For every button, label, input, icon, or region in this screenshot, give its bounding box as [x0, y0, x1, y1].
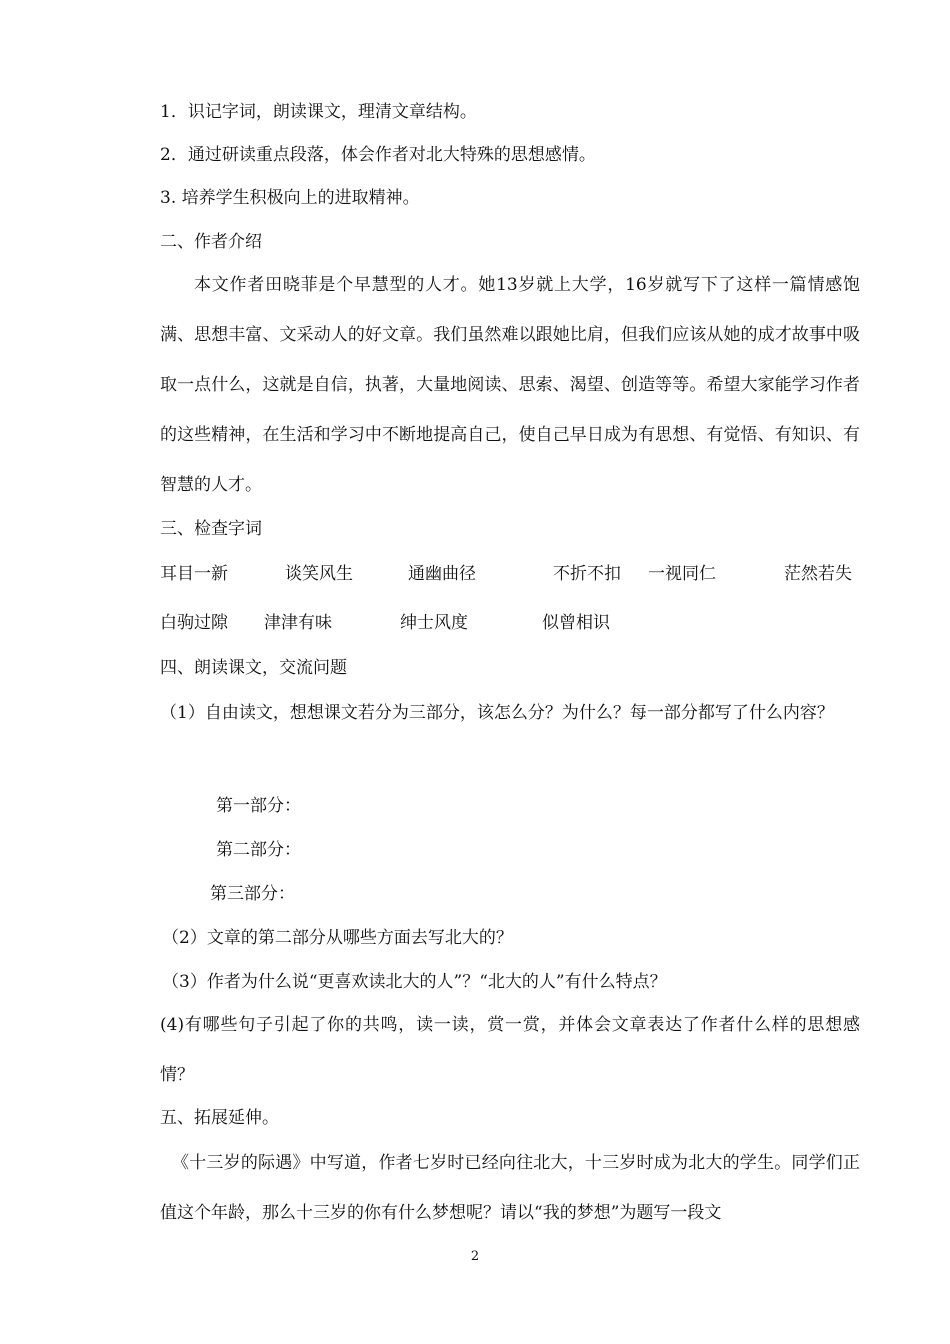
- vocab-word: 似曾相识: [542, 613, 610, 633]
- vocab-word: 绅士风度: [400, 613, 468, 633]
- question-3: （3）作者为什么说“更喜欢读北大的人”？“北大的人”有什么特点？: [162, 972, 667, 992]
- part-1-label: 第一部分：: [216, 796, 301, 816]
- vocab-word: 谈笑风生: [285, 564, 353, 584]
- vocab-word: 津津有味: [264, 613, 332, 633]
- question-4: (4)有哪些句子引起了你的共鸣，读一读，赏一赏，并体会文章表达了作者什么样的思想感情？: [160, 1015, 860, 1085]
- section-heading-reading: 四、朗读课文，交流问题: [160, 658, 347, 678]
- extension-paragraph: 《十三岁的际遇》中写道，作者七岁时已经向往北大，十三岁时成为北大的学生。同学们正值这个年龄，那么十三岁的你有什么梦想呢？请以“我的梦想”为题写一段文: [160, 1153, 860, 1223]
- vocab-row-1: [160, 562, 860, 586]
- page-number: 2: [470, 1249, 480, 1264]
- author-intro-paragraph: 本文作者田晓菲是个早慧型的人才。她13岁就上大学，16岁就写下了这样一篇情感饱满、思想丰富、文采动人的好文章。我们虽然难以跟她比肩，但我们应该从她的成才故事中吸取一点什么，这就是自信，执著，大量地阅读、思索、渴望、创造等等。希望大家能学习作者的这些精神，在生活和学习中不断地提高自己，使自己早日成为有思想、有觉悟、有知识、有智慧的人才。: [160, 275, 860, 495]
- objective-1: 1．识记字词，朗读课文，理清文章结构。: [160, 102, 477, 122]
- part-2-label: 第二部分：: [216, 840, 301, 860]
- vocab-row-2: [160, 611, 860, 635]
- vocab-word: 茫然若失: [784, 564, 852, 584]
- vocab-word: 通幽曲径: [408, 564, 476, 584]
- section-heading-author: 二、作者介绍: [160, 232, 262, 252]
- question-1: （1）自由读文，想想课文若分为三部分，该怎么分？为什么？每一部分都写了什么内容？: [160, 703, 834, 723]
- part-3-label: 第三部分：: [210, 884, 295, 904]
- section-heading-vocab: 三、检查字词: [160, 519, 262, 539]
- objective-2: 2．通过研读重点段落，体会作者对北大特殊的思想感情。: [160, 145, 596, 165]
- vocab-word: 不折不扣: [553, 564, 621, 584]
- vocab-word: 耳目一新: [160, 564, 228, 584]
- question-2: （2）文章的第二部分从哪些方面去写北大的？: [162, 928, 513, 948]
- vocab-word: 白驹过隙: [160, 613, 228, 633]
- section-heading-extension: 五、拓展延伸。: [160, 1108, 279, 1128]
- vocab-word: 一视同仁: [648, 564, 716, 584]
- objective-3: 3. 培养学生积极向上的进取精神。: [160, 188, 420, 208]
